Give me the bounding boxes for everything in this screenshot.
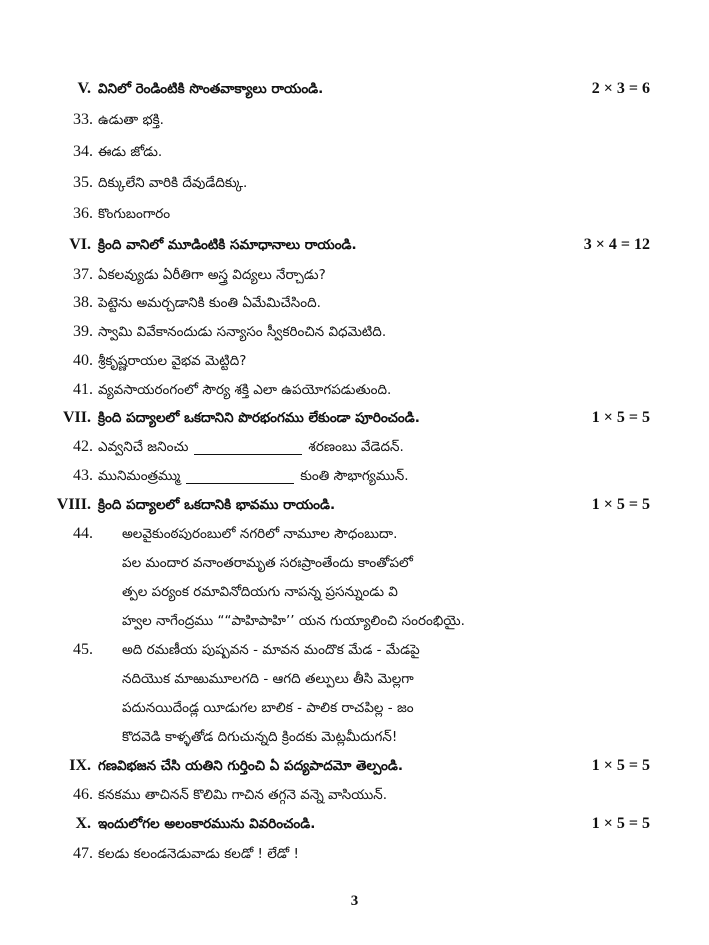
page-number: 3 <box>350 893 359 909</box>
answer-blank <box>186 469 294 484</box>
question-35 <box>0 170 709 196</box>
answer-blank <box>194 440 302 455</box>
poem-end: శరణంబు వేడెదన్. <box>308 439 404 455</box>
section-instruction: క్రింది పద్యాలలో ఒకదానికి భావము రాయండి. <box>98 497 336 513</box>
question-text: ఏకలవ్యుడు ఏరీతిగా అస్త్ర విద్యలు నేర్చాడు? <box>98 267 326 283</box>
question-text: వ్యవసాయరంగంలో సౌర్య శక్తి ఎలా ఉపయోగపడుతుంది. <box>98 382 392 398</box>
question-text: దిక్కులేని వారికి దేవుడేదిక్కు. <box>98 175 248 191</box>
question-36 <box>0 201 709 227</box>
poem-line-4: హ్వల నాగేంద్రము ““పాహిపాహి’’ యన గుయ్యాలించి సంరంభియై. <box>122 613 465 629</box>
poem-end: కుంతి సౌభాగ్యమున్. <box>300 468 409 484</box>
question-number: 40. <box>73 352 93 369</box>
question-43 <box>0 463 709 489</box>
question-text: కొంగుబంగారం <box>98 206 171 222</box>
poem-line-1: అలవైకుంఠపురంబులో నగరిలో నామూల సౌధంబుదా. <box>122 526 398 542</box>
poem-line <box>0 579 709 605</box>
question-number: 35. <box>73 174 93 191</box>
question-45 <box>0 637 709 663</box>
section-marks: 1 × 5 = 5 <box>591 815 650 832</box>
question-text: కలడు కలండనెడువాడు కలడో ! లేడో ! <box>98 846 299 862</box>
section-x-heading <box>0 811 709 837</box>
question-39 <box>0 319 709 345</box>
poem-start: ఎవ్వనిచే జనించు <box>98 439 189 455</box>
question-number: 42. <box>73 438 93 455</box>
question-number: 33. <box>73 111 93 128</box>
section-marks: 2 × 3 = 6 <box>591 80 650 97</box>
question-33 <box>0 107 709 133</box>
poem-line-3: పదునయిదేండ్ల యీడుగల బాలిక - పాలిక రాచపిల్ల - జం <box>122 700 414 716</box>
section-label: VII. <box>62 409 91 426</box>
question-number: 39. <box>73 323 93 340</box>
section-vi-heading <box>0 232 709 258</box>
question-37 <box>0 262 709 288</box>
section-ix-heading <box>0 753 709 779</box>
section-instruction: ఇందులోగల అలంకారమును వివరించండి. <box>98 816 316 832</box>
fill-blank-line <box>98 434 404 460</box>
question-44 <box>0 521 709 547</box>
fill-blank-line <box>98 463 409 489</box>
question-number: 43. <box>73 467 93 484</box>
poem-start: మునిమంత్రమ్ము <box>98 468 181 484</box>
question-42 <box>0 434 709 460</box>
section-marks: 1 × 5 = 5 <box>591 496 650 513</box>
section-instruction: క్రింది వానిలో మూడింటికి సమాధానాలు రాయండి. <box>98 237 357 253</box>
question-text: పెట్టెను అమర్చడానికి కుంతి ఏమేమిచేసింది. <box>98 295 321 311</box>
question-46 <box>0 782 709 808</box>
poem-line-4: కొదవెడి కాళ్ళతోడ దిగుచున్నది క్రిందకు మెట్లమీదుగన్! <box>122 729 398 745</box>
section-instruction: గణవిభజన చేసి యతిని గుర్తించి ఏ పద్యపాదమో తెల్పండి. <box>98 758 403 774</box>
section-marks: 1 × 5 = 5 <box>591 409 650 426</box>
poem-line <box>0 666 709 692</box>
question-number: 47. <box>73 845 93 862</box>
question-number: 46. <box>73 786 93 803</box>
question-47 <box>0 841 709 867</box>
question-number: 34. <box>73 143 93 160</box>
section-label: IX. <box>69 757 91 774</box>
question-text: శ్రీకృష్ణరాయల వైభవ మెట్టిది? <box>98 353 247 369</box>
question-number: 44. <box>73 525 93 542</box>
question-text: కనకము తాచినన్ కొలిమి గాచిన తగ్గనె వన్నె వాసియున్. <box>98 787 388 803</box>
poem-line-2: నదియొక మాఱుమూలగది - ఆగది తల్పులు తీసి మెల్లగా <box>122 671 414 687</box>
question-number: 41. <box>73 381 93 398</box>
section-instruction: క్రింది పద్యాలలో ఒకదానిని పొరభంగము లేకుండా పూరించండి. <box>98 410 420 426</box>
section-vii-heading <box>0 405 709 431</box>
section-v-heading <box>0 76 709 102</box>
question-number: 38. <box>73 294 93 311</box>
question-number: 37. <box>73 266 93 283</box>
question-text: స్వామి వివేకానందుడు సన్యాసం స్వీకరించిన విధమెటిది. <box>98 324 387 340</box>
poem-line-2: పల మందార వనాంతరామృత సరఃప్రాంతేందు కాంతోపలో <box>122 555 413 571</box>
question-40 <box>0 348 709 374</box>
section-label: VI. <box>69 236 91 253</box>
question-41 <box>0 377 709 403</box>
poem-line <box>0 550 709 576</box>
section-label: VIII. <box>56 496 91 513</box>
question-text: ఈడు జోడు. <box>98 144 163 160</box>
section-instruction: వినిలో రెండింటికి సొంతవాక్యాలు రాయండి. <box>98 81 324 97</box>
question-34 <box>0 139 709 165</box>
section-marks: 3 × 4 = 12 <box>583 236 650 253</box>
question-number: 36. <box>73 205 93 222</box>
poem-line <box>0 608 709 634</box>
poem-line-3: త్పల పర్యంక రమావినోదియగు నాపన్న ప్రసన్నుండు వి <box>122 584 398 600</box>
section-label: V. <box>77 80 91 97</box>
question-text: ఉడుతా భక్తి. <box>98 112 164 128</box>
poem-line-1: అది రమణీయ పుష్పవన - మావన మందొక మేడ - మేడపై <box>122 642 420 658</box>
question-number: 45. <box>73 641 93 658</box>
section-marks: 1 × 5 = 5 <box>591 757 650 774</box>
section-label: X. <box>75 815 91 832</box>
poem-line <box>0 724 709 750</box>
question-38 <box>0 290 709 316</box>
section-viii-heading <box>0 492 709 518</box>
poem-line <box>0 695 709 721</box>
